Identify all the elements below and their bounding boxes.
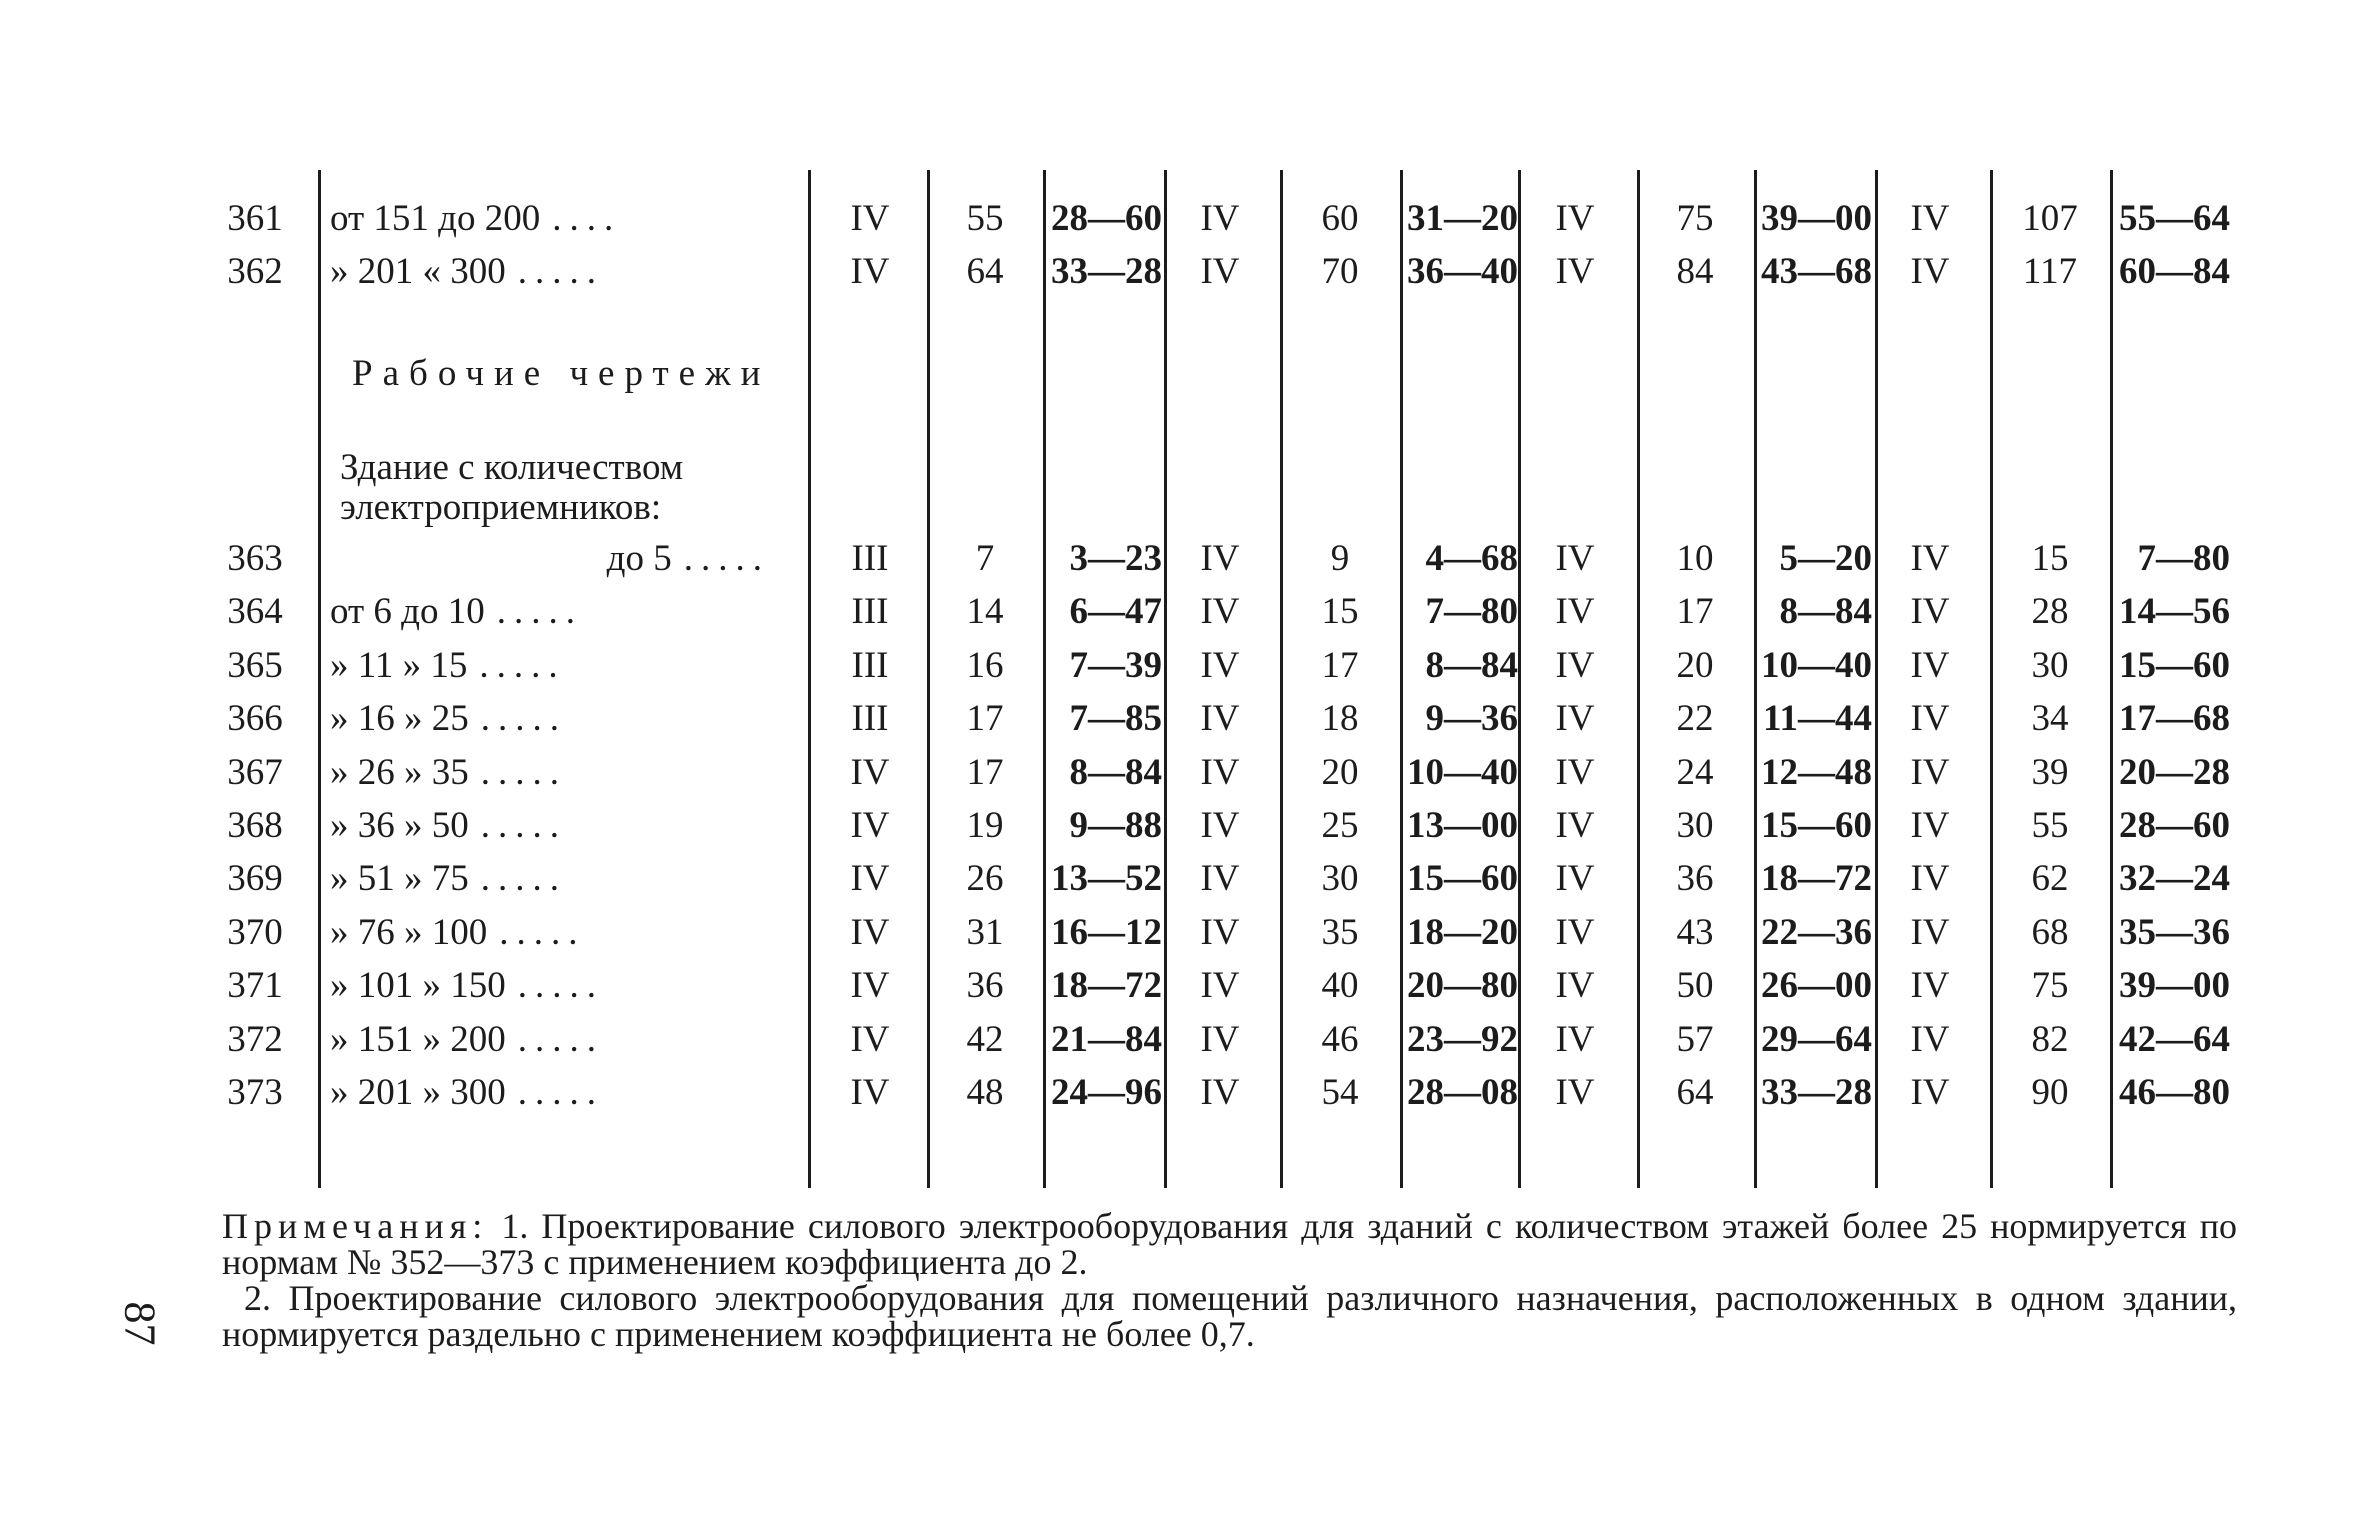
table-cell: IV (1555, 1018, 1595, 1060)
table-cell: IV (1555, 805, 1595, 846)
table-cell: 16—12 (1051, 911, 1162, 953)
table-cell: 17—68 (2119, 698, 2230, 740)
table-cell: 39—00 (1761, 198, 1872, 239)
row-name (330, 906, 770, 960)
table-cell: 8—84 (1069, 751, 1162, 793)
table-cell: 42 (966, 1018, 1004, 1060)
table-cell: IV (1200, 965, 1240, 1007)
table-cell: IV (1555, 1072, 1595, 1113)
notes-label: Примечания: (222, 1206, 489, 1246)
table-cell: 15 (2031, 538, 2069, 579)
table-row (0, 852, 2362, 906)
table-cell: 23—92 (1407, 1018, 1518, 1060)
row-leader-dots: ..... (479, 644, 566, 686)
row-name-text: » 151 » 200 (330, 1018, 506, 1060)
row-name-text: » 201 « 300 (330, 251, 506, 292)
table-cell: IV (1200, 698, 1240, 740)
table-cell: IV (1200, 805, 1240, 846)
table-cell: 24 (1676, 751, 1714, 793)
table-cell: IV (1200, 251, 1240, 292)
table-cell: 42—64 (2119, 1018, 2230, 1060)
table-cell: 68 (2031, 911, 2069, 953)
table-cell: IV (1910, 965, 1950, 1007)
table-cell: IV (850, 251, 890, 292)
row-name-text: от 151 до 200 (330, 198, 541, 239)
table-cell: 29—64 (1761, 1018, 1872, 1060)
table-cell: 24—96 (1051, 1072, 1162, 1113)
table-cell: 11—44 (1763, 698, 1872, 740)
row-name-text: » 76 » 100 (330, 911, 488, 953)
table-cell: IV (1200, 538, 1240, 579)
table-cell: 43 (1676, 911, 1714, 953)
row-number: 369 (227, 858, 283, 900)
section-heading: Рабочие чертежи (352, 353, 771, 394)
row-number: 361 (227, 198, 283, 239)
table-cell: IV (1910, 751, 1950, 793)
row-name (330, 245, 770, 299)
table-cell: 26—00 (1761, 965, 1872, 1007)
row-name (330, 692, 770, 746)
table-cell: 14 (966, 591, 1004, 633)
table-cell: 18 (1321, 698, 1359, 740)
table-cell: IV (1200, 1018, 1240, 1060)
table-cell: 15—60 (2119, 644, 2230, 686)
row-name (330, 192, 770, 246)
row-name (330, 852, 770, 906)
table-cell: 62 (2031, 858, 2069, 900)
table-cell: 50 (1676, 965, 1714, 1007)
table-cell: IV (1555, 198, 1595, 239)
row-name-text: » 201 » 300 (330, 1072, 506, 1113)
table-cell: 17 (966, 751, 1004, 793)
note-1-text: 1. Проектирование силового электрооборудования для зданий с количеством этажей более 25 нормируется по нормам № 352—373 с применением коэффициента до 2. (222, 1206, 2237, 1282)
row-name (330, 585, 770, 639)
row-name-text: » 11 » 15 (330, 644, 468, 686)
table-row (0, 906, 2362, 960)
table-cell: 31—20 (1407, 198, 1518, 239)
table-cell: III (851, 644, 889, 686)
table-cell: 17 (966, 698, 1004, 740)
section-subheading: Здание с количеством электроприемников: (340, 447, 684, 528)
table-cell: 117 (2022, 251, 2078, 292)
row-number: 373 (227, 1072, 283, 1113)
table-cell: 55 (966, 198, 1004, 239)
row-name (330, 799, 770, 853)
table-cell: 30 (1676, 805, 1714, 846)
table-row (0, 245, 2362, 299)
row-number: 370 (227, 911, 283, 953)
table-cell: 20 (1321, 751, 1359, 793)
table-cell: 33—28 (1761, 1072, 1872, 1113)
table-cell: 22—36 (1761, 911, 1872, 953)
row-number: 371 (227, 965, 283, 1007)
table-cell: 34 (2031, 698, 2069, 740)
table-cell: 39—00 (2119, 965, 2230, 1007)
table-row (0, 746, 2362, 800)
table-cell: 82 (2031, 1018, 2069, 1060)
table-cell: IV (850, 965, 890, 1007)
table-cell: 19 (966, 805, 1004, 846)
table-cell: 48 (966, 1072, 1004, 1113)
table-cell: 9—88 (1069, 805, 1162, 846)
table-cell: 35—36 (2119, 911, 2230, 953)
table-cell: 7—80 (1425, 591, 1518, 633)
table-cell: 10—40 (1761, 644, 1872, 686)
table-cell: IV (1910, 911, 1950, 953)
row-name-text: от 6 до 10 (330, 591, 485, 633)
table-cell: 15 (1321, 591, 1359, 633)
table-cell: 15—60 (1407, 858, 1518, 900)
table-cell: IV (1555, 911, 1595, 953)
table-cell: 18—72 (1761, 858, 1872, 900)
table-cell: IV (850, 198, 890, 239)
page-number: 87 (115, 1301, 165, 1346)
table-cell: 10 (1676, 538, 1714, 579)
row-leader-dots: ..... (480, 858, 567, 900)
row-leader-dots: ..... (517, 965, 604, 1007)
table-cell: 75 (1676, 198, 1714, 239)
table-cell: IV (1910, 591, 1950, 633)
table-cell: IV (1200, 751, 1240, 793)
row-name (330, 532, 770, 586)
table-cell: IV (1200, 1072, 1240, 1113)
table-row (0, 959, 2362, 1013)
table-cell: 28—60 (1051, 198, 1162, 239)
table-cell: 5—20 (1779, 538, 1872, 579)
table-cell: IV (1555, 591, 1595, 633)
row-name-text: » 51 » 75 (330, 858, 469, 900)
table-cell: 60—84 (2119, 251, 2230, 292)
table-cell: 64 (966, 251, 1004, 292)
table-cell: 55 (2031, 805, 2069, 846)
table-cell: 84 (1676, 251, 1714, 292)
table-cell: 46 (1321, 1018, 1359, 1060)
table-cell: IV (1200, 858, 1240, 900)
table-cell: 60 (1321, 198, 1359, 239)
table-cell: 13—00 (1407, 805, 1518, 846)
table-cell: 22 (1676, 698, 1714, 740)
table-cell: 36 (1676, 858, 1714, 900)
row-leader-dots: ..... (517, 1018, 604, 1060)
table-cell: 54 (1321, 1072, 1359, 1113)
table-cell: 20—28 (2119, 751, 2230, 793)
table-cell: 36—40 (1407, 251, 1518, 292)
row-name (330, 1013, 770, 1067)
note-1 (222, 1208, 2237, 1280)
row-name (330, 959, 770, 1013)
table-cell: IV (1910, 858, 1950, 900)
table-cell: 26 (966, 858, 1004, 900)
row-leader-dots: ..... (517, 251, 604, 292)
table-cell: IV (850, 1072, 890, 1113)
row-number: 363 (227, 538, 283, 579)
row-number: 362 (227, 251, 283, 292)
table-cell: IV (1555, 538, 1595, 579)
table-cell: 7—39 (1069, 644, 1162, 686)
table-row (0, 1066, 2362, 1120)
table-cell: 6—47 (1069, 591, 1162, 633)
table-row (0, 639, 2362, 693)
table-cell: IV (1200, 911, 1240, 953)
table-cell: 39 (2031, 751, 2069, 793)
table-cell: IV (1910, 1018, 1950, 1060)
table-cell: 8—84 (1425, 644, 1518, 686)
table-cell: IV (1910, 198, 1950, 239)
table-cell: 30 (1321, 858, 1359, 900)
table-cell: 33—28 (1051, 251, 1162, 292)
table-cell: IV (1200, 591, 1240, 633)
row-leader-dots: ..... (517, 1072, 604, 1113)
note-2: 2. Проектирование силового электрооборудования для помещений различного назначения, расположенных в одном здании, нормируется раздельно с применением коэффициента не более 0,7. (222, 1278, 2237, 1354)
table-cell: 8—84 (1779, 591, 1872, 633)
row-name-text: » 101 » 150 (330, 965, 506, 1007)
row-leader-dots: ..... (683, 538, 770, 579)
row-name (330, 1066, 770, 1120)
table-cell: 43—68 (1761, 251, 1872, 292)
table-cell: 7—80 (2137, 538, 2230, 579)
row-leader-dots: ..... (480, 698, 567, 740)
table-cell: 17 (1321, 644, 1359, 686)
row-number: 372 (227, 1018, 283, 1060)
row-number: 367 (227, 751, 283, 793)
table-cell: 3—23 (1069, 538, 1162, 579)
table-cell: IV (1555, 644, 1595, 686)
table-row (0, 585, 2362, 639)
table-cell: 20 (1676, 644, 1714, 686)
table-cell: IV (1555, 698, 1595, 740)
table-cell: 18—72 (1051, 965, 1162, 1007)
table-cell: 46—80 (2119, 1072, 2230, 1113)
table-cell: IV (1910, 644, 1950, 686)
table-cell: 17 (1676, 591, 1714, 633)
row-name-text: » 26 » 35 (330, 751, 469, 793)
notes (222, 1208, 2237, 1352)
table-cell: IV (1910, 805, 1950, 846)
table-cell: IV (1555, 965, 1595, 1007)
table-row (0, 192, 2362, 246)
table-cell: 57 (1676, 1018, 1714, 1060)
table-cell: 107 (2022, 198, 2078, 239)
table-cell: 9 (1330, 538, 1350, 579)
table-cell: 28 (2031, 591, 2069, 633)
table-cell: 13—52 (1051, 858, 1162, 900)
row-number: 368 (227, 805, 283, 846)
row-name-text: до 5 (606, 538, 672, 579)
table-cell: 32—24 (2119, 858, 2230, 900)
table-cell: 4—68 (1425, 538, 1518, 579)
table-row (0, 1013, 2362, 1067)
table-cell: 7 (975, 538, 995, 579)
table-cell: IV (850, 911, 890, 953)
table-cell: 14—56 (2119, 591, 2230, 633)
table-cell: 20—80 (1407, 965, 1518, 1007)
table-cell: IV (850, 858, 890, 900)
table-cell: IV (1555, 251, 1595, 292)
table-cell: 10—40 (1407, 751, 1518, 793)
table-cell: 36 (966, 965, 1004, 1007)
row-number: 364 (227, 591, 283, 633)
table-cell: 18—20 (1407, 911, 1518, 953)
table-cell: 35 (1321, 911, 1359, 953)
table-cell: IV (1910, 698, 1950, 740)
table-cell: 90 (2031, 1072, 2069, 1113)
table-cell: 16 (966, 644, 1004, 686)
row-number: 365 (227, 644, 283, 686)
table-row (0, 692, 2362, 746)
table-cell: IV (1555, 751, 1595, 793)
table-cell: IV (1910, 1072, 1950, 1113)
table-cell: 15—60 (1761, 805, 1872, 846)
table-cell: III (851, 698, 889, 740)
table-cell: 55—64 (2119, 198, 2230, 239)
table-cell: IV (850, 805, 890, 846)
row-number: 366 (227, 698, 283, 740)
table-cell: IV (850, 751, 890, 793)
table-cell: III (851, 538, 889, 579)
table-cell: IV (1910, 251, 1950, 292)
row-name-text: » 36 » 50 (330, 805, 469, 846)
table-cell: 31 (966, 911, 1004, 953)
table-row (0, 799, 2362, 853)
table-cell: 64 (1676, 1072, 1714, 1113)
row-leader-dots: ..... (480, 751, 567, 793)
table-cell: 25 (1321, 805, 1359, 846)
table-cell: 9—36 (1425, 698, 1518, 740)
row-leader-dots: ..... (480, 805, 567, 846)
table-cell: 12—48 (1761, 751, 1872, 793)
row-leader-dots: ..... (496, 591, 584, 633)
table-cell: IV (1555, 858, 1595, 900)
table-cell: 28—08 (1407, 1072, 1518, 1113)
row-name (330, 639, 770, 693)
table-cell: 75 (2031, 965, 2069, 1007)
table-cell: IV (850, 1018, 890, 1060)
table-cell: IV (1910, 538, 1950, 579)
table-cell: IV (1200, 198, 1240, 239)
table-cell: 30 (2031, 644, 2069, 686)
table-cell: 40 (1321, 965, 1359, 1007)
table-cell: 70 (1321, 251, 1359, 292)
table-cell: III (851, 591, 889, 633)
table-cell: 21—84 (1051, 1018, 1162, 1060)
row-name (330, 746, 770, 800)
table-cell: 28—60 (2119, 805, 2230, 846)
row-leader-dots: ..... (499, 911, 586, 953)
table-cell: 7—85 (1069, 698, 1162, 740)
table-row (0, 532, 2362, 586)
row-leader-dots: .... (552, 198, 622, 239)
row-name-text: » 16 » 25 (330, 698, 469, 740)
table-cell: IV (1200, 644, 1240, 686)
